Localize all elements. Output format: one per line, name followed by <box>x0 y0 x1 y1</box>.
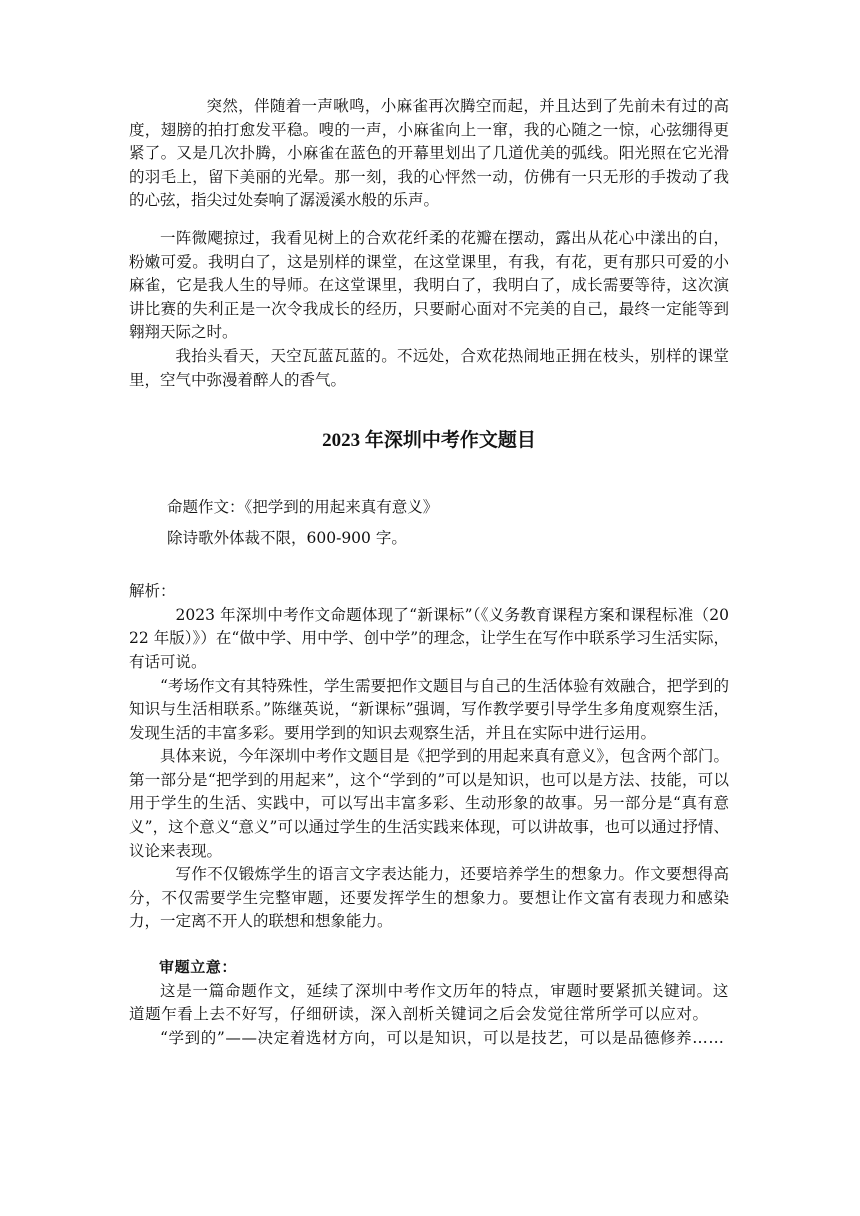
analysis-section <box>129 580 729 934</box>
audit-heading: 审题立意： <box>159 958 238 977</box>
analysis-paragraph: 具体来说，今年深圳中考作文题目是《把学到的用起来真有意义》，包含两个部门。第一部分是“把学到的用起来”，这个“学到的”可以是知识，也可以是方法、技能，可以用于学生的生活、实践中，可以写出丰富多彩、生动形象的故事。另一部分是“真有意义”，这个意义“意义”可以通过学生的生活实践来体现，可以讲故事，也可以通过抒情、议论来表现。 <box>129 747 729 860</box>
analysis-paragraph: “考场作文有其特殊性，学生需要把作文题目与自己的生活体验有效融合，把学到的知识与生活相联系。”陈继英说，“新课标”强调，写作教学要引导学生多角度观察生活，发现生活的丰富多彩。要用学到的知识去观察生活，并且在实际中进行运用。 <box>129 676 729 742</box>
analysis-paragraph: 2023 年深圳中考作文命题体现了“新课标”（《义务教育课程方案和课程标准（2022 年版）》）在“做中学、用中学、创中学”的理念，让学生在写作中联系学习生活实际，有话可说。 <box>129 605 729 671</box>
prompt-topic: 命题作文：《把学到的用起来真有意义》 <box>167 498 439 517</box>
audit-paragraph: 这是一篇命题作文，延续了深圳中考作文历年的特点，审题时要紧抓关键词。这道题乍看上去不好写，仔细研读，深入剖析关键词之后会发觉往常所学可以应对。 <box>129 981 729 1024</box>
essay-paragraph: 一阵微飔掠过，我看见树上的合欢花纤柔的花瓣在摆动，露出从花心中漾出的白，粉嫩可爱。我明白了，这是别样的课堂，在这堂课里，有我，有花，更有那只可爱的小麻雀，它是我人生的导师。在这堂课里，我明白了，我明白了，成长需要等待，这次演讲比赛的失利正是一次令我成长的经历，只要耐心面对不完美的自己，最终一定能等到翱翔天际之时。 <box>129 228 729 342</box>
essay-paragraph: 我抬头看天，天空瓦蓝瓦蓝的。不远处，合欢花热闹地正拥在枝头，别样的课堂里，空气中弥漫着醉人的香气。 <box>129 346 729 389</box>
document-body <box>129 95 729 1050</box>
essay-paragraph: 突然，伴随着一声啾鸣，小麻雀再次腾空而起，并且达到了先前未有过的高度，翅膀的拍打愈发平稳。嗖的一声，小麻雀向上一窜，我的心随之一惊，心弦绷得更紧了。又是几次扑腾，小麻雀在蓝色的开幕里划出了几道优美的弧线。阳光照在它光滑的羽毛上，留下美丽的光晕。那一刻，我的心怦然一动，仿佛有一只无形的手拨动了我的心弦，指尖过处奏响了潺湲溪水般的乐声。 <box>129 97 729 210</box>
analysis-label: 解析： <box>129 582 176 601</box>
essay-excerpt <box>129 95 729 392</box>
audit-paragraph: “学到的”——决定着选材方向，可以是知识，可以是技艺，可以是品德修养…… <box>160 1028 725 1047</box>
prompt-requirement: 除诗歌外体裁不限，600-900 字。 <box>167 529 407 548</box>
analysis-paragraph: 写作不仅锻炼学生的语言文字表达能力，还要培养学生的想象力。作文要想得高分，不仅需要学生完整审题，还要发挥学生的想象力。要想让作文富有表现力和感染力，一定离不开人的联想和想象能力。 <box>129 865 729 931</box>
audit-section <box>129 956 729 1050</box>
essay-prompt <box>129 492 729 554</box>
page-title: 2023 年深圳中考作文题目 <box>322 430 536 452</box>
